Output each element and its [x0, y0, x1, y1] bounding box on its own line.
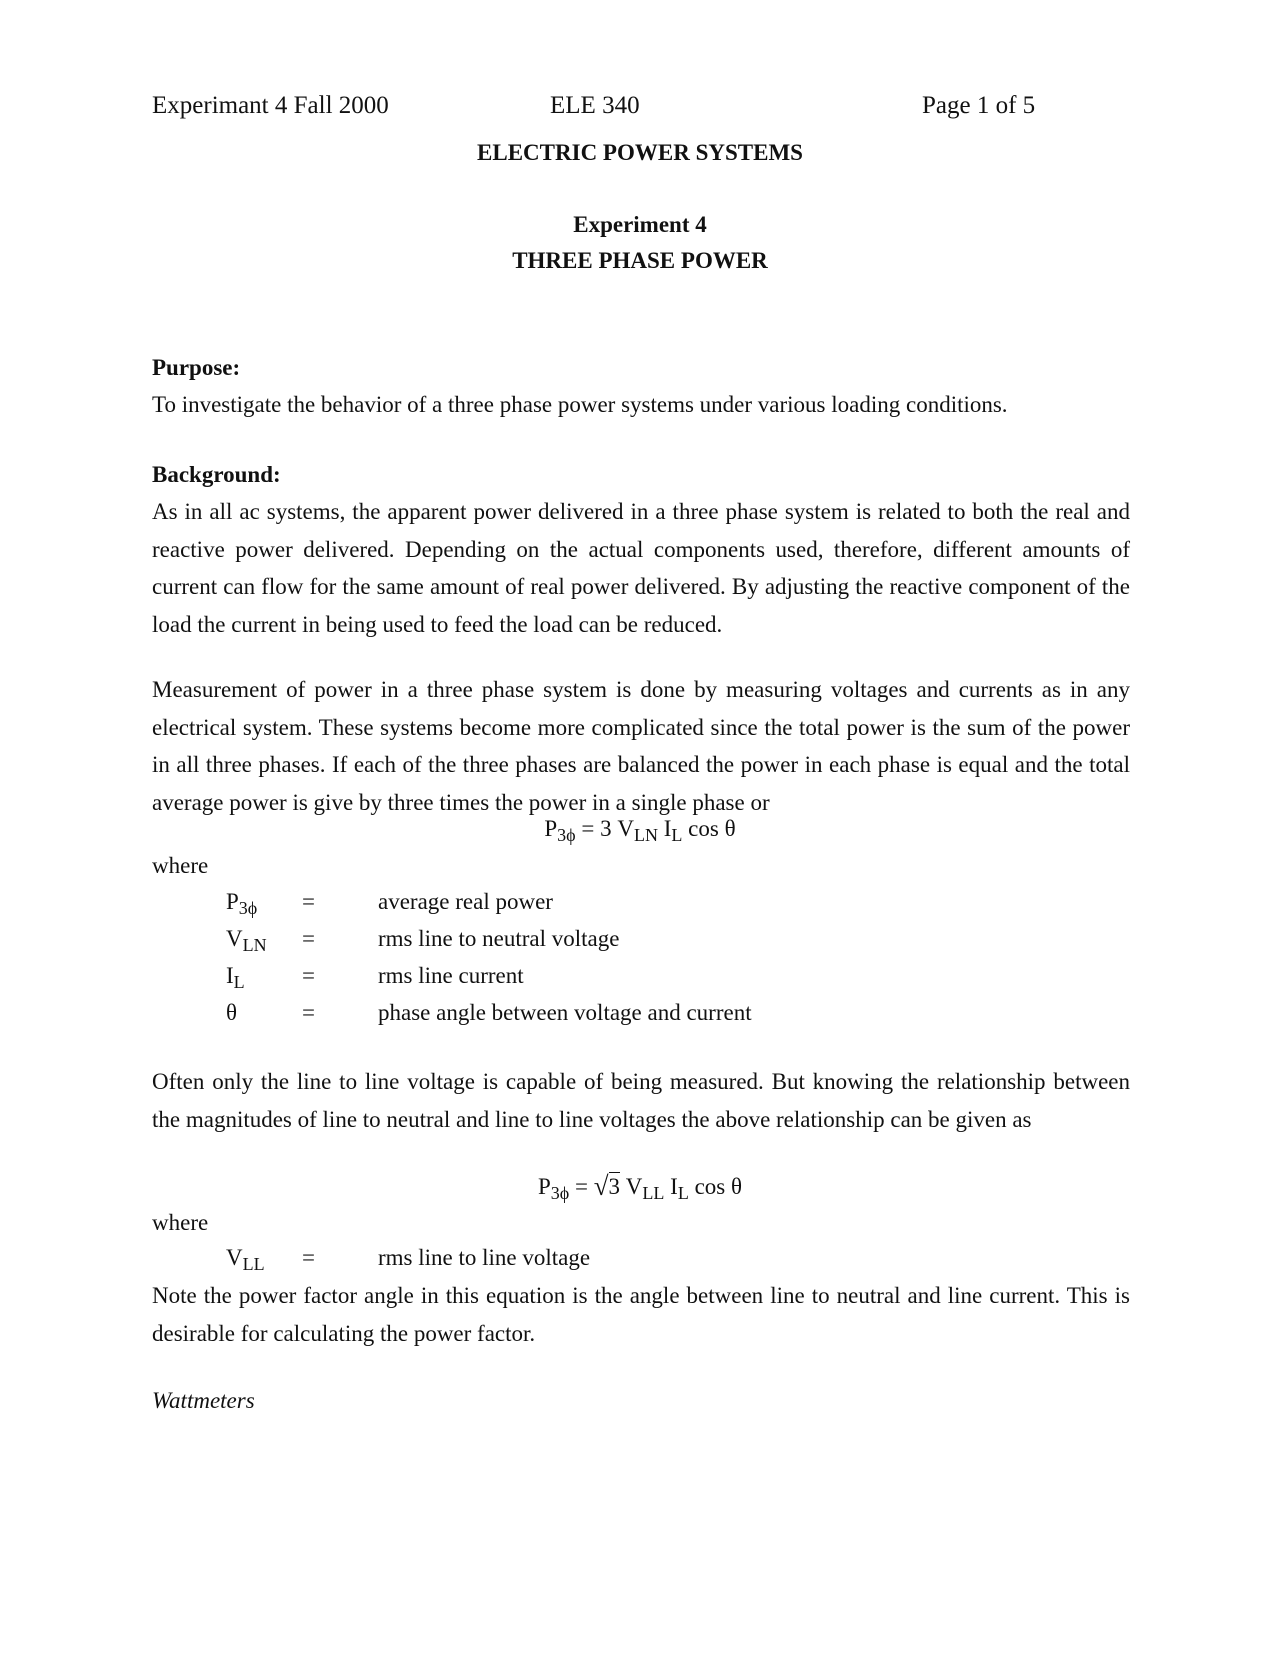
eq2-i: I: [664, 1174, 678, 1199]
course-title: ELECTRIC POWER SYSTEMS: [477, 140, 803, 165]
purpose-heading: Purpose:: [152, 355, 241, 380]
eq1-i: I: [658, 816, 672, 841]
definition-symbol: $P_{3\phi}$: [226, 889, 258, 918]
experiment-label: Experiment 4: [573, 212, 707, 237]
eq1-i-subscript: L: [671, 825, 683, 845]
eq2-equals: =: [569, 1174, 594, 1199]
experiment-title: THREE PHASE POWER: [512, 248, 768, 273]
eq2-p: P: [537, 1174, 551, 1199]
eq2-cos-theta: cos θ: [688, 1174, 743, 1199]
definition-symbol: $I_L$: [226, 963, 245, 992]
definition-symbol: $V_{LN}$: [226, 926, 267, 955]
eq1-v-subscript: LN: [634, 825, 658, 845]
page-header: [152, 92, 1064, 126]
definition-equals: =: [302, 1245, 315, 1270]
background-heading: Background:: [152, 462, 281, 487]
eq2-p-subscript: 3ϕ: [550, 1183, 570, 1203]
power-factor-note: Note the power factor angle in this equation is the angle between line to neutral and line current. This is desirable for calculating the power factor.: [152, 1283, 1130, 1346]
eq1-equals: = 3 V: [575, 816, 634, 841]
background-paragraph-2: Measurement of power in a three phase system is done by measuring voltages and currents as in any electrical system. These systems become more complicated since the total power is the sum of the power in all three phases. If each of the three phases are balanced the power in each phase is equal and the total average power is give by three times the power in a single phase or: [152, 677, 1130, 815]
header-course-code: ELE 340: [550, 92, 640, 119]
purpose-text: To investigate the behavior of a three phase power systems under various loading conditions.: [152, 392, 1008, 417]
definition-equals: =: [302, 963, 315, 988]
definition-symbol: θ: [226, 1000, 238, 1025]
eq2-radicand: 3: [608, 1174, 621, 1199]
eq1-cos-theta: cos θ: [682, 816, 736, 841]
definition-description: rms line to line voltage: [378, 1245, 591, 1270]
eq2-v: V: [620, 1174, 643, 1199]
definition-description: phase angle between voltage and current: [378, 1000, 752, 1025]
eq1-p: P: [544, 816, 558, 841]
definition-symbol: $V_{LL}$: [226, 1245, 265, 1274]
where-label-2: where: [152, 1210, 209, 1235]
definition-description: rms line current: [378, 963, 524, 988]
definition-description: rms line to neutral voltage: [378, 926, 620, 951]
equation-three-phase-power: [0, 816, 1280, 846]
definition-description: average real power: [378, 889, 553, 914]
wattmeters-heading: Wattmeters: [152, 1388, 255, 1413]
definition-equals: =: [302, 1000, 315, 1025]
line-to-line-paragraph: Often only the line to line voltage is capable of being measured. But knowing the relationship between the magnitudes of line to neutral and line to line voltages the above relationship can be given as: [152, 1069, 1130, 1132]
equation-line-to-line-power: [0, 1171, 1280, 1204]
eq2-v-subscript: LL: [642, 1183, 665, 1203]
definition-equals: =: [302, 926, 315, 951]
square-root-icon: √: [593, 1171, 609, 1201]
where-label-1: where: [152, 853, 209, 878]
eq1-p-subscript: 3ϕ: [557, 825, 576, 845]
eq2-i-subscript: L: [677, 1183, 689, 1203]
header-page-number: Page 1 of 5: [922, 92, 1036, 119]
background-paragraph-1: As in all ac systems, the apparent power delivered in a three phase system is related to both the real and reactive power delivered. Depending on the actual components used, therefore, different amounts of current can flow for the same amount of real power delivered. By adjusting the reactive component of the load the current in being used to feed the load can be reduced.: [152, 499, 1130, 637]
header-experiment-term: Experimant 4 Fall 2000: [152, 92, 389, 119]
definition-equals: =: [302, 889, 315, 914]
